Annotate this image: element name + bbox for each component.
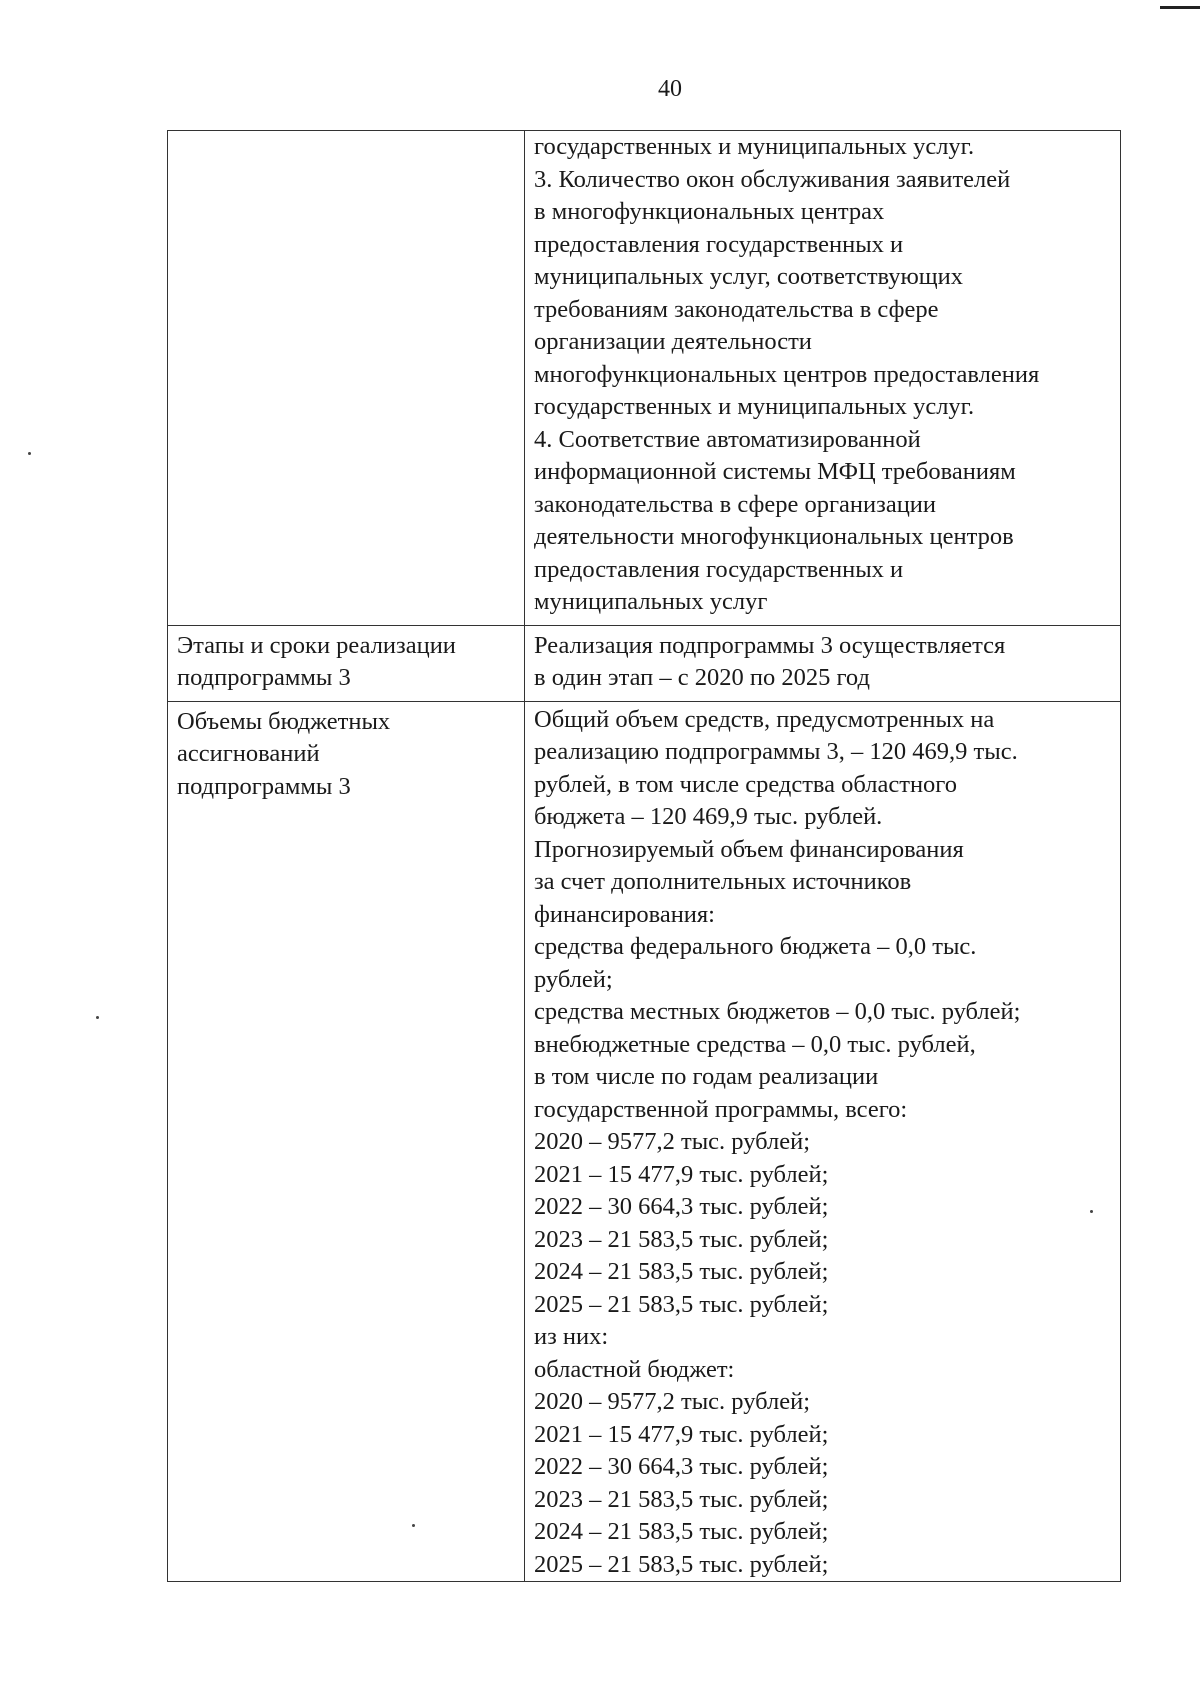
text-line: 2023 – 21 583,5 тыс. рублей; xyxy=(534,1225,829,1253)
text-line: рублей; xyxy=(534,965,613,993)
scan-speck xyxy=(1090,1210,1093,1213)
text-line: многофункциональных центров предоставления xyxy=(534,360,1040,388)
row-label-cell xyxy=(168,625,525,701)
text-line: предоставления государственных и xyxy=(534,230,904,258)
text-line: предоставления государственных и xyxy=(534,555,904,583)
text-line: в многофункциональных центрах xyxy=(534,198,885,225)
text-line: 3. Количество окон обслуживания заявителей xyxy=(534,165,1011,193)
row-label-cell xyxy=(168,701,525,1582)
text-line: средства местных бюджетов – 0,0 тыс. рублей; xyxy=(534,998,1021,1025)
text-line: 2020 – 9577,2 тыс. рублей; xyxy=(534,1388,811,1415)
text-line: из них: xyxy=(534,1323,609,1350)
passport-table xyxy=(167,130,1121,1582)
row-label-cell xyxy=(168,131,525,626)
text-line: Общий объем средств, предусмотренных на xyxy=(534,705,995,733)
text-line: 2020 – 9577,2 тыс. рублей; xyxy=(534,1128,811,1155)
text-line: Объемы бюджетных xyxy=(177,707,391,735)
text-line: подпрограммы 3 xyxy=(177,772,351,800)
text-line: муниципальных услуг, соответствующих xyxy=(534,263,964,290)
text-line: 2022 – 30 664,3 тыс. рублей; xyxy=(534,1193,829,1220)
text-line: реализацию подпрограммы 3, – 120 469,9 тыс. xyxy=(534,738,1018,765)
text-line: организации деятельности xyxy=(534,328,812,355)
text-line: государственных и муниципальных услуг. xyxy=(534,393,975,420)
scan-speck xyxy=(28,452,31,455)
table-row-indicators xyxy=(168,131,1121,626)
text-line: муниципальных услуг xyxy=(534,588,768,615)
text-line: бюджета – 120 469,9 тыс. рублей. xyxy=(534,803,883,830)
text-line: 4. Соответствие автоматизированной xyxy=(534,425,921,453)
row-content-cell xyxy=(525,701,1121,1582)
text-line: 2025 – 21 583,5 тыс. рублей; xyxy=(534,1290,829,1318)
text-line: требованиям законодательства в сфере xyxy=(534,295,939,323)
text-line: 2021 – 15 477,9 тыс. рублей; xyxy=(534,1160,829,1188)
text-line: Реализация подпрограммы 3 осуществляется xyxy=(534,631,1006,659)
text-line: 2024 – 21 583,5 тыс. рублей; xyxy=(534,1258,829,1285)
text-line: в том числе по годам реализации xyxy=(534,1063,879,1090)
row-content-cell xyxy=(525,625,1121,701)
text-line: внебюджетные средства – 0,0 тыс. рублей, xyxy=(534,1030,976,1058)
text-line: 2023 – 21 583,5 тыс. рублей; xyxy=(534,1485,829,1513)
scan-speck xyxy=(96,1016,99,1019)
text-line: деятельности многофункциональных центров xyxy=(534,523,1014,550)
text-line: Этапы и сроки реализации xyxy=(177,631,456,659)
text-line: государственных и муниципальных услуг. xyxy=(534,133,975,160)
page-number: 40 xyxy=(658,76,682,102)
table-row-budget xyxy=(168,701,1121,1582)
text-line: государственной программы, всего: xyxy=(534,1095,908,1123)
text-line: подпрограммы 3 xyxy=(177,664,351,691)
text-line: Прогнозируемый объем финансирования xyxy=(534,835,964,863)
corner-scan-mark xyxy=(1160,6,1200,9)
text-line: 2022 – 30 664,3 тыс. рублей; xyxy=(534,1453,829,1480)
text-line: средства федерального бюджета – 0,0 тыс. xyxy=(534,933,977,960)
text-line: законодательства в сфере организации xyxy=(534,490,937,518)
text-line: за счет дополнительных источников xyxy=(534,868,912,895)
text-line: информационной системы МФЦ требованиям xyxy=(534,458,1016,485)
scan-speck xyxy=(412,1524,415,1527)
text-line: рублей, в том числе средства областного xyxy=(534,770,957,798)
text-line: ассигнований xyxy=(177,740,320,767)
table-row-stages xyxy=(168,625,1121,701)
text-line: 2021 – 15 477,9 тыс. рублей; xyxy=(534,1420,829,1448)
text-line: финансирования: xyxy=(534,900,715,928)
row-content-cell xyxy=(525,131,1121,626)
text-line: областной бюджет: xyxy=(534,1355,735,1383)
text-line: 2025 – 21 583,5 тыс. рублей; xyxy=(534,1550,829,1578)
text-line: 2024 – 21 583,5 тыс. рублей; xyxy=(534,1518,829,1545)
text-line: в один этап – с 2020 по 2025 год xyxy=(534,664,870,691)
